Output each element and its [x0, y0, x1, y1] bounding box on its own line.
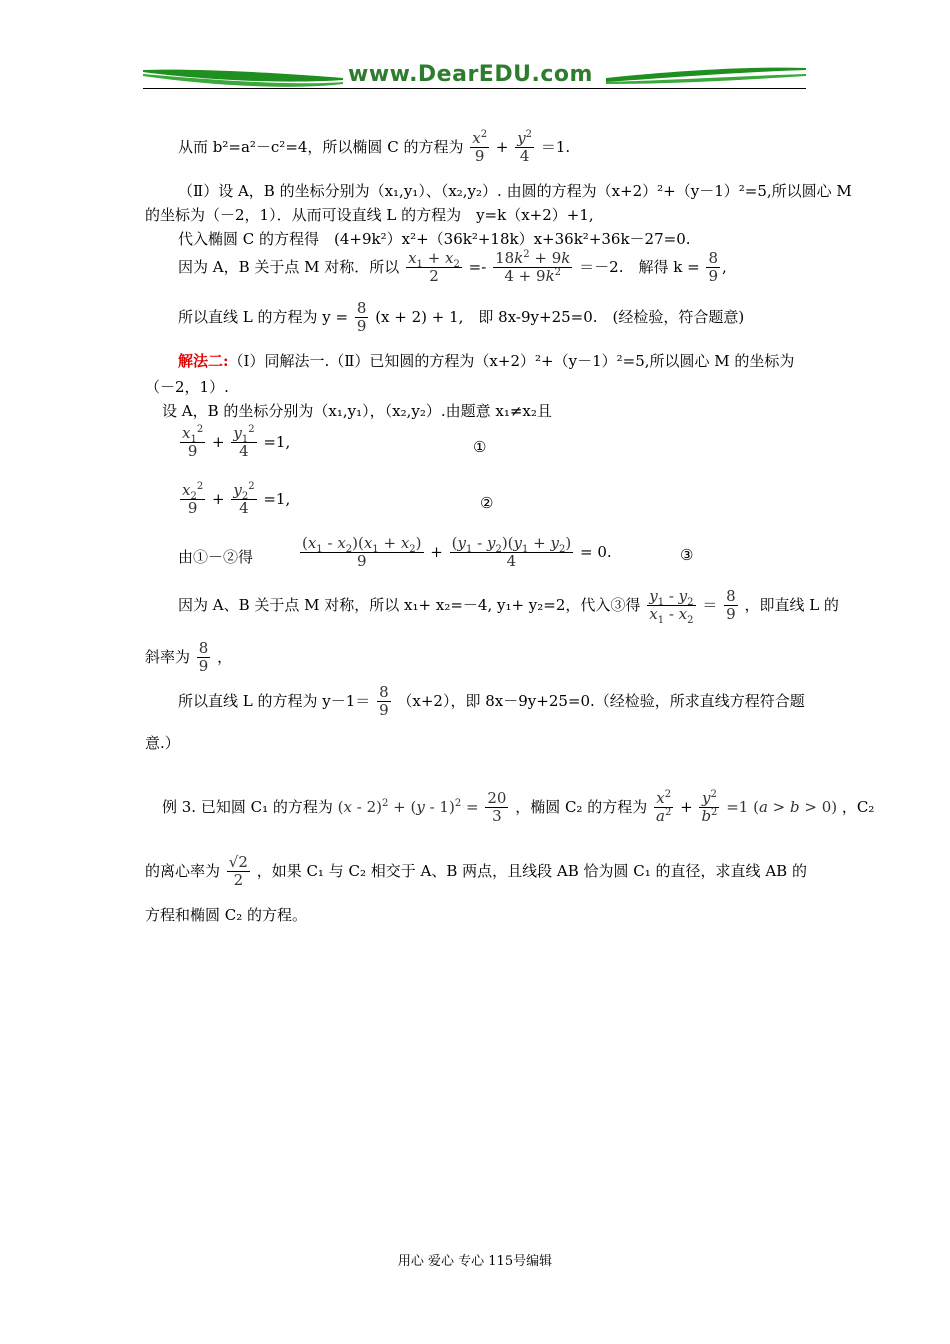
fraction-8-over-9-b: $\frac{8}{9}$ — [356, 299, 367, 336]
equation-2: $\frac{x_2^2}{9}$ + $\frac{y_2^2}{4}$ =1, — [182, 481, 291, 518]
text-line-1: 从而 b²=a²－c²=4，所以椭圆 C 的方程为 $\frac{x^2}{9}$ + $\frac{y^2}{4}$ ＝1. — [178, 129, 571, 166]
text-line-4: 代入椭圆 C 的方程得 (4+9k²）x²+（36k²+18k）x+36k²+36k－27=0. — [178, 230, 691, 248]
equation-3-marker: ③ — [680, 546, 694, 564]
equation-1: $\frac{x_1^2}{9}$ + $\frac{y_1^2}{4}$ =1, — [182, 424, 291, 461]
fraction-k-expression: $\frac{18k^2 + 9k}{4 + 9k^2}$ — [495, 249, 571, 286]
example-3-line-3: 方程和椭圆 C₂ 的方程。 — [145, 906, 308, 924]
example-3-line-1: 例 3. 已知圆 C₁ 的方程为 (x - 2)$^2$ + (y - 1)$^2$ = $\frac{20}{3}$ ，椭圆 C₂ 的方程为 $\frac{x^2}{a^2}$ + $\frac{y^2}{b^2}$ =1 (a > b > 0) ，C₂ — [162, 789, 875, 826]
header-rule — [143, 88, 806, 89]
text-line-8: 设 A，B 的坐标分别为（x₁,y₁），（x₂,y₂）.由题意 x₁≠x₂且 — [162, 402, 552, 420]
equation-3-lead: 由①－②得 — [178, 548, 254, 566]
text-line-6: 所以直线 L 的方程为 y = $\frac{8}{9}$ (x + 2) + 1, 即 8x-9y+25=0. (经检验，符合题意) — [178, 299, 745, 336]
text-line-15: 意.） — [145, 734, 180, 752]
example-3-line-2: 的离心率为 $\frac{√2}{2}$ ，如果 C₁ 与 C₂ 相交于 A、B 两点，且线段 AB 恰为圆 C₁ 的直径，求直线 AB 的 — [145, 853, 807, 890]
text-line-13: 斜率为 $\frac{8}{9}$ ， — [145, 639, 233, 676]
fraction-slope-expression: $\frac{y_1 - y_2}{x_1 - x_2}$ — [649, 587, 694, 627]
fraction-x2-over-9: $\frac{x^2}{9}$ — [472, 129, 488, 166]
text-line-2: （Ⅱ）设 A，B 的坐标分别为（x₁,y₁）、（x₂,y₂）. 由圆的方程为（x+2）²+（y－1）²=5,所以圆心 M — [178, 182, 852, 200]
method-two-cont: （－2，1）. — [145, 378, 229, 396]
text-line-5: 因为 A，B 关于点 M 对称．所以 $\frac{x_1 + x_2}{2}$ =- $\frac{18k^2 + 9k}{4 + 9k^2}$ ＝－2. 解得 k = $\frac{8}{9}$ , — [178, 249, 727, 286]
text-line-12: 因为 A、B 关于点 M 对称，所以 x₁+ x₂=－4, y₁+ y₂=2，代入③得 $\frac{y_1 - y_2}{x_1 - x_2}$ ＝ $\frac{8}{9}$ ，即直线 L 的 — [178, 587, 839, 627]
method-two-line: 解法二:（Ⅰ）同解法一.（Ⅱ）已知圆的方程为（x+2）²+（y－1）²=5,所以圆心 M 的坐标为 — [178, 352, 795, 370]
fraction-8-over-9: $\frac{8}{9}$ — [708, 249, 718, 286]
method-two-label: 解法二: — [178, 352, 229, 370]
fraction-y2-over-4: $\frac{y^2}{4}$ — [517, 129, 533, 166]
text-line-14: 所以直线 L 的方程为 y－1＝ $\frac{8}{9}$ （x+2），即 8x－9y+25=0.（经检验，所求直线方程符合题 — [178, 683, 805, 720]
fraction-sqrt2-over-2: $\frac{√2}{2}$ — [228, 853, 248, 890]
equation-1-marker: ① — [473, 438, 487, 456]
equation-3: $\frac{(x_1 - x_2)(x_1 + x_2)}{9}$ + $\frac{(y_1 - y_2)(y_1 + y_2)}{4}$ = 0. — [302, 534, 612, 571]
text-line-3: 的坐标为（－2，1）．从而可设直线 L 的方程为 y=k（x+2）+1, — [145, 206, 594, 224]
equation-2-marker: ② — [480, 494, 494, 512]
page-footer: 用心 爱心 专心 115号编辑 — [397, 1254, 553, 1269]
site-logo-text: www.DearEDU.com — [348, 62, 593, 87]
fraction-sum-x-over-2: $\frac{x_1 + x_2}{2}$ — [408, 249, 460, 286]
